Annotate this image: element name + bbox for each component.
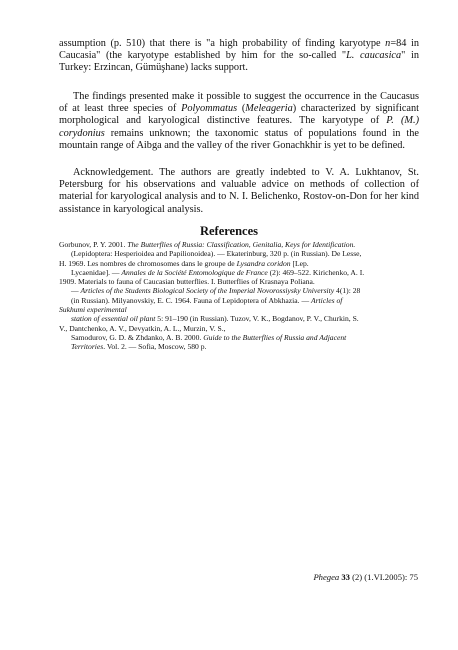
reference-line: V., Dantchenko, A. V., Devyatkin, A. L., Murzin, V. S., — [59, 323, 226, 333]
reference-line: (Lepidoptera: Hesperioidea and Papilionoidea). — Ekaterinburg, 320 p. (in Russian). De Lesse, — [71, 249, 362, 259]
reference-line: Samodurov, G. D. & Zhdanko, A. B. 2000. Guide to the Butterflies of Russia and Adjacent — [71, 332, 347, 342]
references-list — [59, 240, 419, 352]
reference-line: station of essential oil plant 5: 91–190 (in Russian). Tuzov, V. K., Bogdanov, P. V., Churkin, S. — [71, 314, 359, 324]
paragraph-acknowledgement: Acknowledgement. The authors are greatly indebted to V. A. Lukhtanov, St. Petersburg for his observations and valuable advice on methods of collection of material for karyological analysis and to N. I. Belichenko, Rostov-on-Don for her kind assistance in karyological analysis. — [59, 167, 419, 215]
reference-line: Gorbunov, P. Y. 2001. The Butterflies of Russia: Classification, Genitalia, Keys for Identification. — [59, 240, 356, 249]
references-heading: References — [199, 224, 259, 238]
reference-line: H. 1969. Les nombres de chromosomes dans le groupe de Lysandra coridon [Lep. — [59, 258, 309, 268]
page-footer: Phegea 33 (2) (1.VI.2005): 75 — [313, 572, 418, 582]
reference-line: Territories. Vol. 2. — Sofia, Moscow, 580 p. — [71, 342, 207, 352]
reference-line: Sukhumi experimental — [59, 305, 127, 315]
reference-line: Lycaenidae]. — Annales de la Société Entomologique de France (2): 469–522. Kirichenko, A. I. — [71, 267, 365, 277]
reference-line: 1909. Materials to fauna of Caucasian butterflies. I. Butterflies of Krasnaya Poliana. — [59, 277, 315, 287]
reference-line: (in Russian). Milyanovskiy, E. C. 1964. Fauna of Lepidoptera of Abkhazia. — Articles of — [71, 295, 343, 305]
paragraph-findings: The findings presented make it possible to suggest the occurrence in the Caucasus of at least three species of Polyommatus (Meleageria) characterized by significant morphological and karyological distinctive features. The karyotype of P. (M.) corydonius remains unknown; the taxonomic status of populations found in the mountain range of Aibga and the valley of the river Gonachkhir is yet to be defined. — [59, 91, 420, 151]
reference-line: — Articles of the Students Biological Society of the Imperial Novorossiysky University 4(1): 28 — [71, 286, 361, 296]
paragraph-assumption: assumption (p. 510) that there is "a high probability of finding karyotype n=84 in Caucasia" (the karyotype established by him for the so-called "L. caucasica" in Turkey: Erzincan, Gümüşhane) lacks support. — [59, 38, 419, 74]
